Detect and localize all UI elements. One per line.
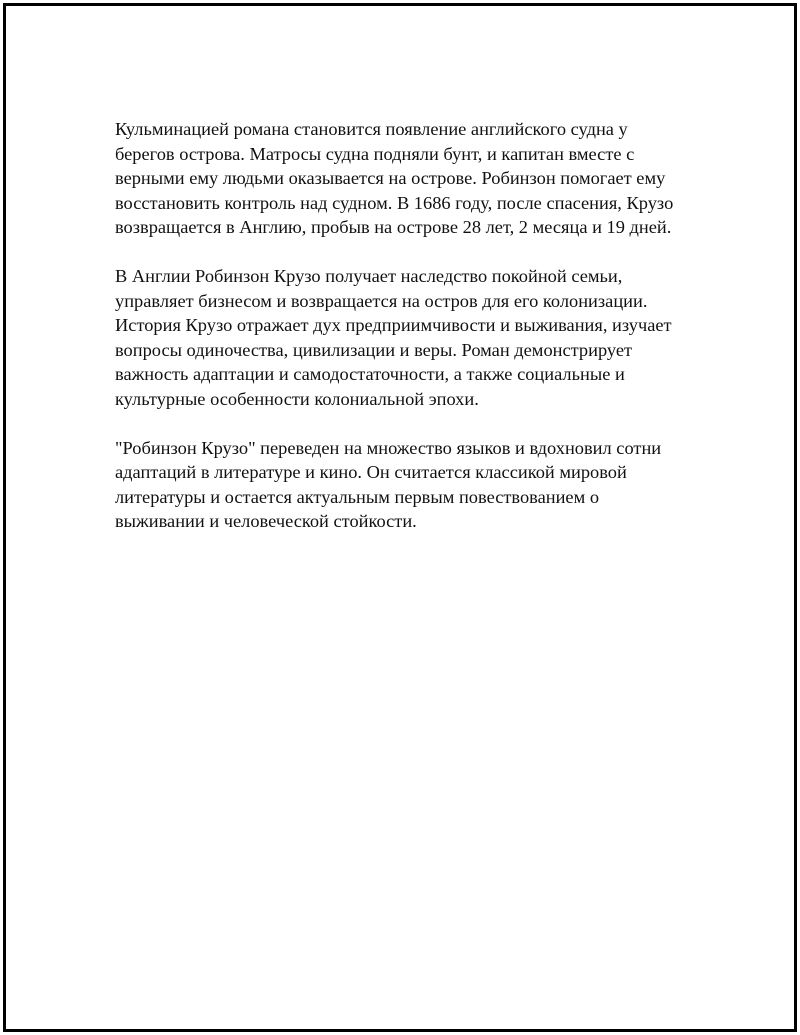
- paragraph-england: [115, 264, 705, 411]
- text-line: восстановить контроль над судном. В 1686 году, после спасения, Крузо: [115, 192, 674, 213]
- text-line: возвращается в Англию, пробыв на острове 28 лет, 2 месяца и 19 дней.: [115, 217, 672, 237]
- text-line: "Робинзон Крузо" переведен на множество языков и вдохновил сотни: [115, 437, 662, 458]
- text-line: В Англии Робинзон Крузо получает наследство покойной семьи,: [115, 266, 623, 286]
- text-line: управляет бизнесом и возвращается на остров для его колонизации.: [115, 290, 648, 311]
- paragraph-climax: [115, 117, 705, 240]
- text-line: верными ему людьми оказывается на острове. Робинзон помогает ему: [115, 168, 666, 188]
- text-line: литературы и остается актуальным первым повествованием о: [115, 486, 600, 507]
- text-line: выживании и человеческой стойкости.: [115, 511, 417, 531]
- text-line: адаптаций в литературе и кино. Он считается классикой мировой: [115, 462, 627, 482]
- text-line: культурные особенности колониальной эпохи.: [115, 388, 479, 409]
- text-line: важность адаптации и самодостаточности, а также социальные и: [115, 364, 625, 384]
- paragraph-legacy: [115, 436, 705, 534]
- text-line: вопросы одиночества, цивилизации и веры. Роман демонстрирует: [115, 339, 633, 360]
- document-body: [115, 117, 705, 558]
- text-line: Кульминацией романа становится появление английского судна у: [115, 119, 628, 139]
- text-line: берегов острова. Матросы судна подняли бунт, и капитан вместе с: [115, 143, 635, 164]
- text-line: История Крузо отражает дух предприимчивости и выживания, изучает: [115, 315, 672, 335]
